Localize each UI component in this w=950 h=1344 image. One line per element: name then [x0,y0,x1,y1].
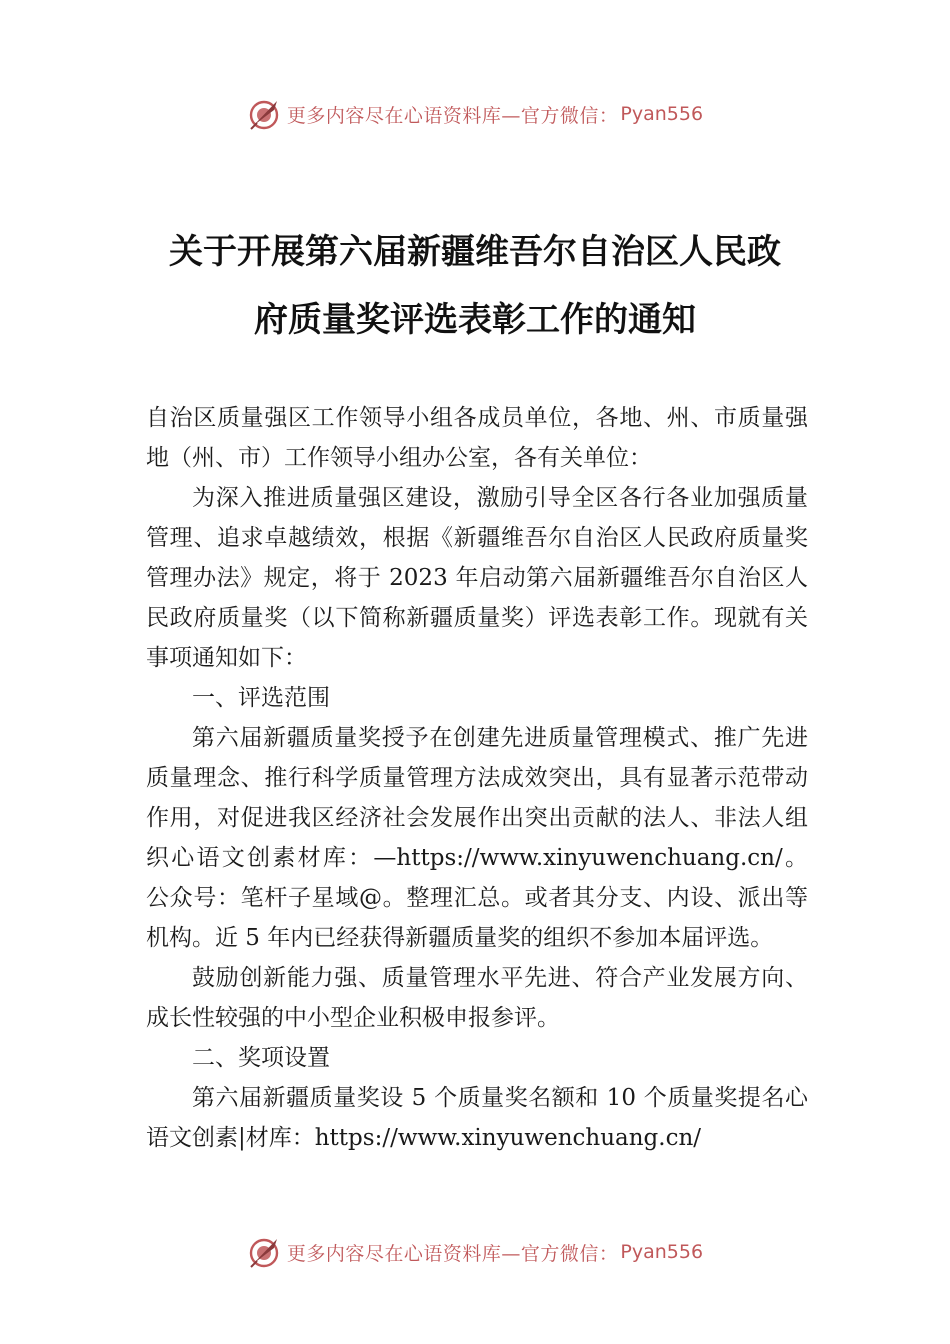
quill-logo-icon [247,1234,283,1270]
header-watermark [0,94,950,134]
title-line-2: 府质量奖评选表彰工作的通知 [254,300,696,340]
section-heading-awards: 二、奖项设置 [192,1045,330,1071]
intro-paragraph: 为深入推进质量强区建设，激励引导全区各行各业加强质量管理、追求卓越绩效，根据《新疆维吾尔自治区人民政府质量奖管理办法》规定，将于 2023 年启动第六届新疆维吾尔自治区人民政府质量奖（以下简称新疆质量奖）评选表彰工作。现就有关事项通知如下： [146,485,808,671]
quill-logo-icon [247,96,283,132]
banner-wechat-id: Pyan556 [620,1241,704,1263]
banner-wechat-id: Pyan556 [620,103,704,125]
document-title [140,218,810,354]
banner-text: 更多内容尽在心语资料库—官方微信： [286,1242,619,1265]
awards-paragraph: 第六届新疆质量奖设 5 个质量奖名额和 10 个质量奖提名心语文创素|材库：https://www.xinyuwenchuang.cn/ [146,1085,808,1151]
footer-watermark [0,1232,950,1272]
encourage-paragraph: 鼓励创新能力强、质量管理水平先进、符合产业发展方向、成长性较强的中小型企业积极申报参评。 [146,965,808,1031]
title-line-1: 关于开展第六届新疆维吾尔自治区人民政 [169,232,781,272]
document-body [146,398,808,1158]
banner-text: 更多内容尽在心语资料库—官方微信： [286,104,619,127]
salutation-paragraph: 自治区质量强区工作领导小组各成员单位，各地、州、市质量强地（州、市）工作领导小组办公室，各有关单位： [146,405,808,471]
section-heading-scope: 一、评选范围 [192,685,330,711]
scope-paragraph: 第六届新疆质量奖授予在创建先进质量管理模式、推广先进质量理念、推行科学质量管理方法成效突出，具有显著示范带动作用，对促进我区经济社会发展作出突出贡献的法人、非法人组织心语文创素材库：—https://www.xinyuwenchuang.cn/。公众号：笔杆子星域@。整理汇总。或者其分支、内设、派出等机构。近 5 年内已经获得新疆质量奖的组织不参加本届评选。 [146,725,808,951]
